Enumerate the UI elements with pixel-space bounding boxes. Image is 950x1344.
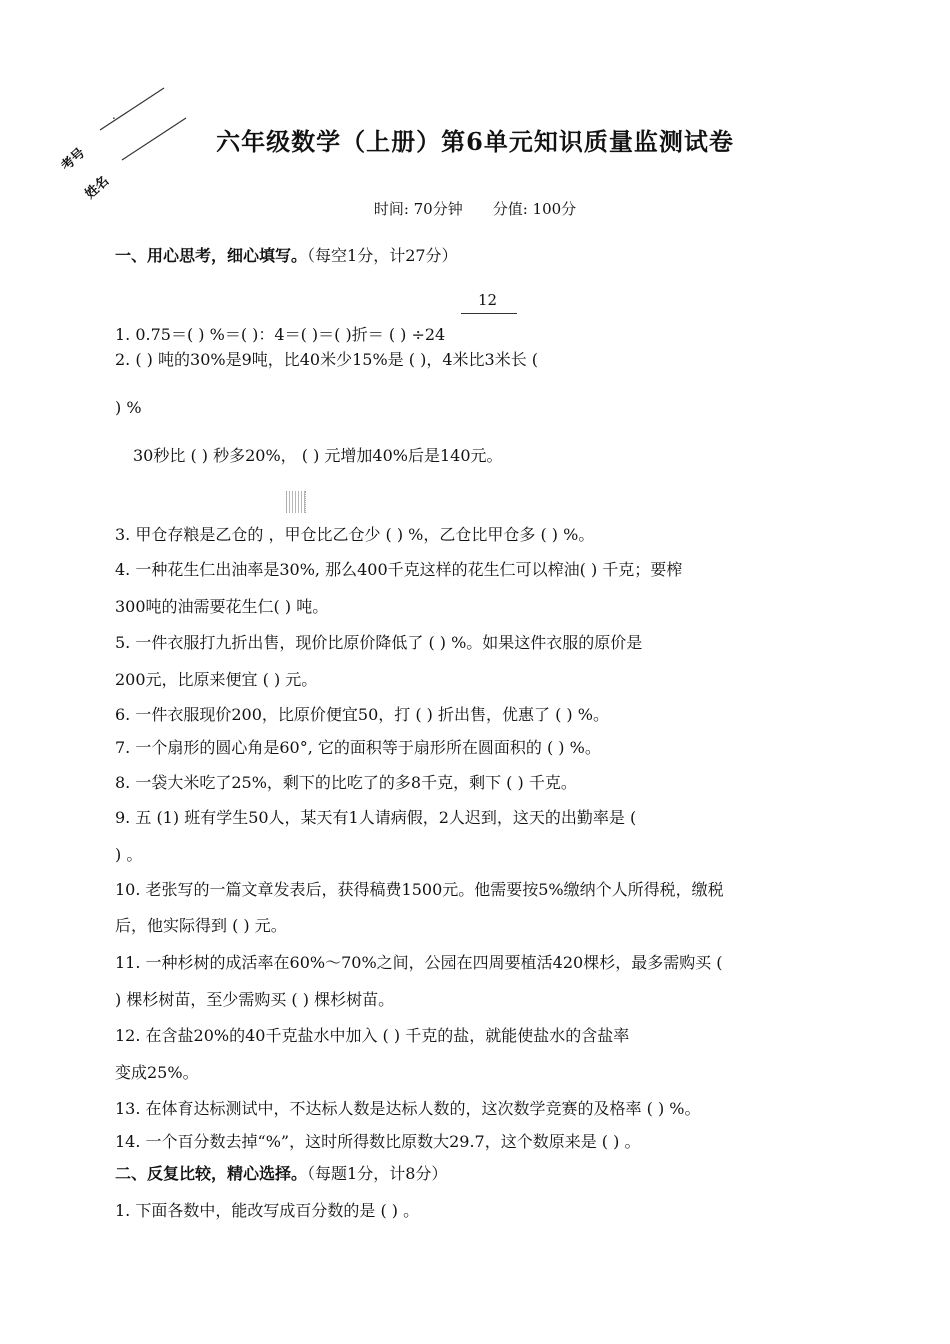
question-1-3: 3. 甲仓存粮是乙仓的 ，甲仓比乙仓少 ( ) %，乙仓比甲仓多 ( ) %。 xyxy=(115,525,595,544)
question-1-4b: 300吨的油需要花生仁( ) 吨。 xyxy=(115,597,329,616)
question-1-12b: 变成25%。 xyxy=(115,1063,199,1082)
question-1-9b: ) 。 xyxy=(115,845,143,864)
question-1-10a: 10. 老张写的一篇文章发表后，获得稿费1500元。他需要按5%缴纳个人所得税，缴税 xyxy=(115,880,724,899)
question-1-6: 6. 一件衣服现价200，比原价便宜50，打 ( ) 折出售，优惠了 ( ) %。 xyxy=(115,705,609,724)
section-1-heading xyxy=(115,243,458,266)
fraction-bar xyxy=(461,313,517,314)
section-2-heading xyxy=(115,1161,447,1184)
fraction-placeholder-image xyxy=(286,491,306,513)
question-2-1: 1. 下面各数中，能改写成百分数的是 ( ) 。 xyxy=(115,1201,420,1220)
page-title: 六年级数学（上册）第6单元知识质量监测试卷 xyxy=(216,127,734,156)
section-1-title: 一、用心思考，细心填写。 xyxy=(115,246,308,265)
question-1-5b: 200元，比原来便宜 ( ) 元。 xyxy=(115,670,318,689)
side-dot: . xyxy=(112,108,116,122)
question-1-2c: 30秒比 ( ) 秒多20%， ( ) 元增加40%后是140元。 xyxy=(133,446,503,465)
section-2-title: 二、反复比较，精心选择。 xyxy=(115,1164,308,1183)
question-1-7: 7. 一个扇形的圆心角是60°, 它的面积等于扇形所在圆面积的 ( ) %。 xyxy=(115,738,601,757)
question-1-11b: ) 棵杉树苗，至少需购买 ( ) 棵杉树苗。 xyxy=(115,990,395,1009)
question-1-5a: 5. 一件衣服打九折出售，现价比原价降低了 ( ) %。如果这件衣服的原价是 xyxy=(115,633,643,652)
fraction-numerator: 12 xyxy=(478,291,498,309)
question-1-10b: 后，他实际得到 ( ) 元。 xyxy=(115,916,287,935)
score-total: 分值: 100分 xyxy=(492,200,577,218)
time-limit: 时间: 70分钟 xyxy=(373,200,463,218)
question-1-4a: 4. 一种花生仁出油率是30%, 那么400千克这样的花生仁可以榨油( ) 千克；要榨 xyxy=(115,560,683,579)
question-1-9a: 9. 五 (1) 班有学生50人，某天有1人请病假，2人迟到，这天的出勤率是 ( xyxy=(115,808,637,827)
question-1-11a: 11. 一种杉树的成活率在60%～70%之间，公园在四周要植活420棵杉，最多需购买 ( xyxy=(115,953,723,972)
section-1-note: （每空1分，计27分） xyxy=(307,246,458,265)
exam-number-label: 考号 xyxy=(58,145,89,175)
name-label: 姓名 xyxy=(82,173,113,203)
question-1-13: 13. 在体育达标测试中，不达标人数是达标人数的，这次数学竞赛的及格率 ( ) %。 xyxy=(115,1099,701,1118)
question-1-2b: ) % xyxy=(115,398,142,417)
question-1-2a: 2. ( ) 吨的30%是9吨，比40米少15%是 ( )，4米比3米长 ( xyxy=(115,350,539,369)
question-1-1: 1. 0.75＝( ) %＝( )：4＝( )＝( )折＝ ( ) ÷24 xyxy=(115,325,446,344)
question-1-12a: 12. 在含盐20%的40千克盐水中加入 ( ) 千克的盐，就能使盐水的含盐率 xyxy=(115,1026,630,1045)
question-1-8: 8. 一袋大米吃了25%，剩下的比吃了的多8千克，剩下 ( ) 千克。 xyxy=(115,773,577,792)
section-2-note: （每题1分，计8分） xyxy=(307,1164,448,1183)
question-1-14: 14. 一个百分数去掉“%”，这时所得数比原数大29.7，这个数原来是 ( ) 。 xyxy=(115,1132,641,1151)
exam-meta xyxy=(0,198,950,219)
